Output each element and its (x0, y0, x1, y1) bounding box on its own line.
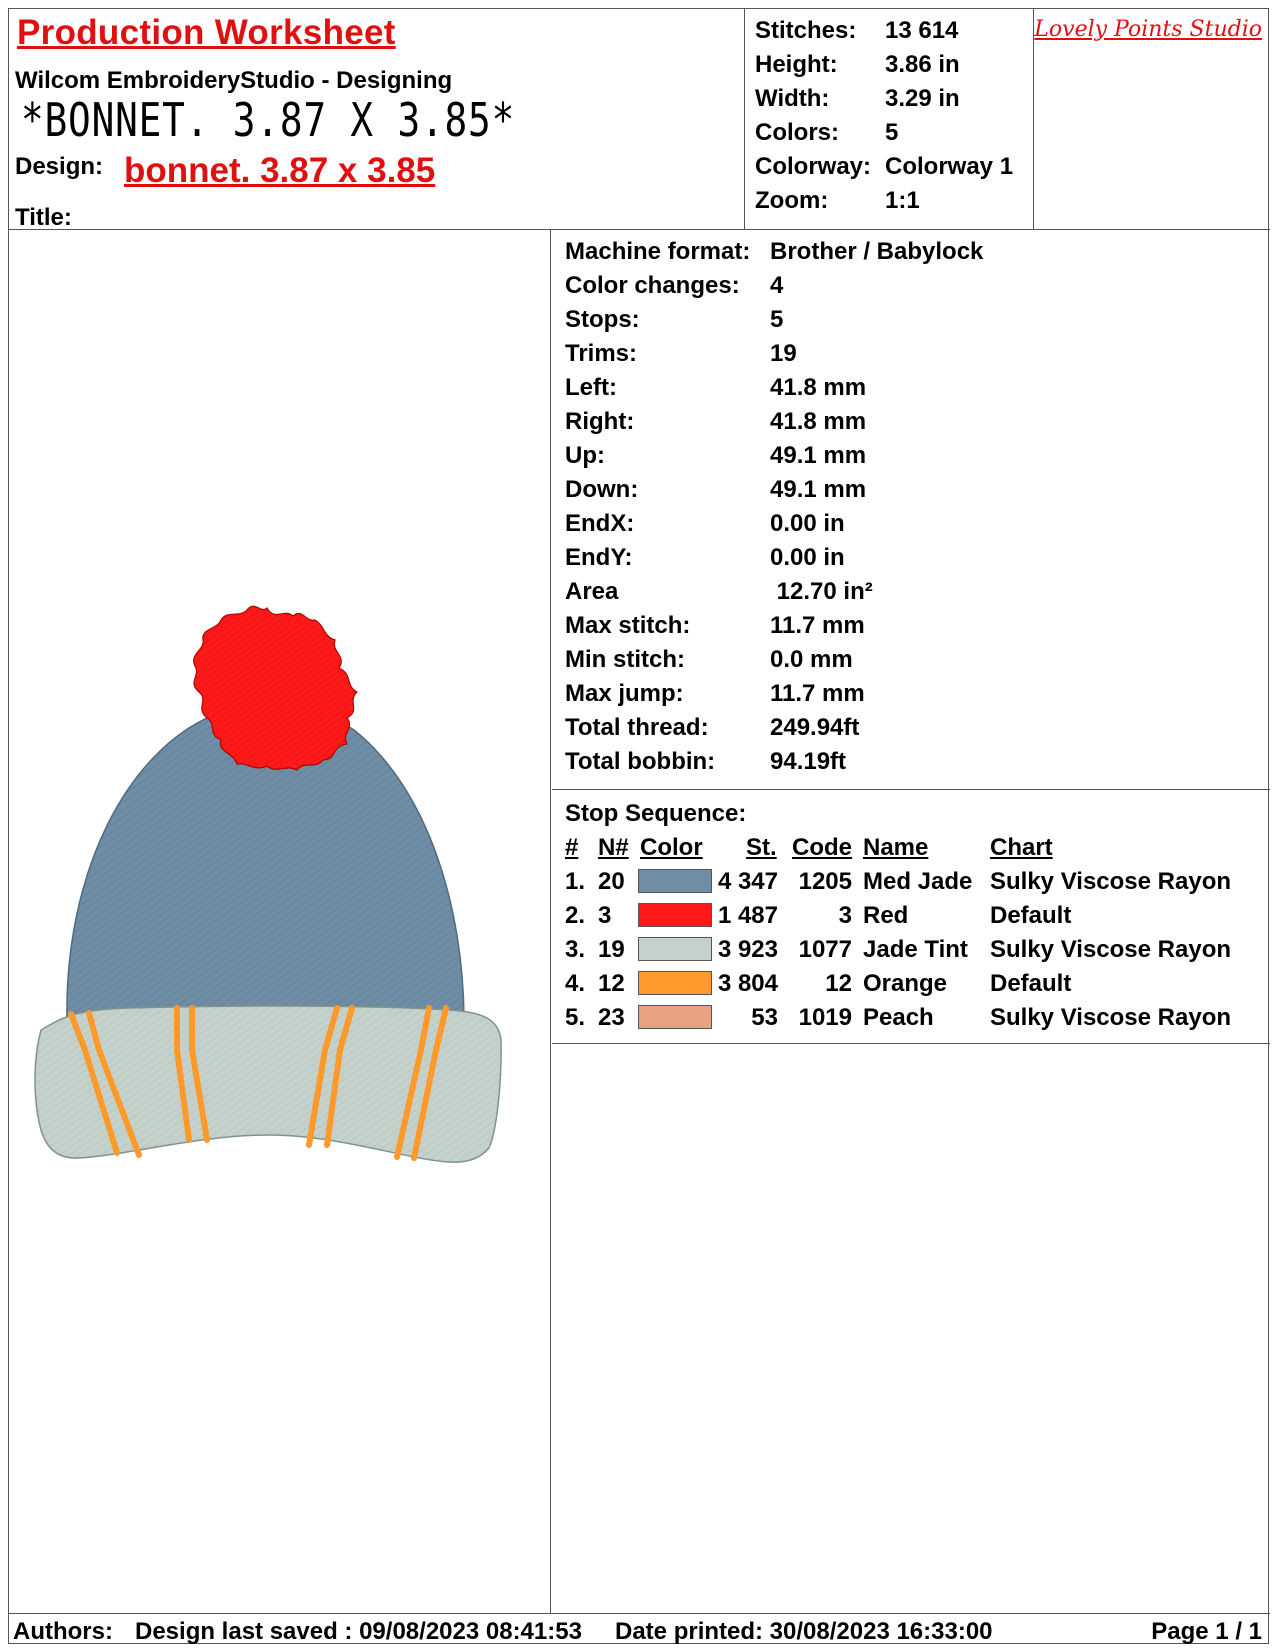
stat-label: Min stitch: (565, 646, 685, 673)
stop-code: 1205 (798, 868, 852, 895)
color-swatch (638, 869, 712, 893)
footer (9, 1613, 1270, 1645)
summary-label: Colors: (755, 119, 839, 146)
stat-value: 49.1 mm (770, 442, 867, 469)
stat-label: Trims: (565, 340, 638, 367)
stat-label: Color changes: (565, 272, 740, 299)
stop-number: 4. (565, 970, 586, 997)
stop-name: Med Jade (863, 868, 973, 895)
stat-value: 0.0 mm (770, 646, 853, 673)
stop-needle: 19 (598, 936, 625, 963)
stat-label: Right: (565, 408, 635, 435)
worksheet-page (8, 8, 1269, 1644)
summary-label: Height: (755, 51, 838, 78)
stat-label: EndX: (565, 510, 635, 537)
bonnet-illustration (9, 230, 549, 1610)
stop-number: 1. (565, 868, 586, 895)
stat-label: Up: (565, 442, 605, 469)
software-name: Wilcom EmbroideryStudio - Designing (15, 67, 453, 94)
stop-number: 5. (565, 1004, 586, 1031)
summary-value: 3.86 in (885, 51, 960, 78)
stat-value: 19 (770, 340, 797, 367)
summary-value: 5 (885, 119, 899, 146)
stat-value: 249.94ft (770, 714, 860, 741)
stat-label: Total bobbin: (565, 748, 716, 775)
last-saved: Design last saved : 09/08/2023 08:41:53 (135, 1618, 582, 1645)
summary-label: Stitches: (755, 17, 857, 44)
stat-value: 0.00 in (770, 544, 845, 571)
color-swatch (638, 971, 712, 995)
brand-logo-text: Lovely Points Studio (1034, 17, 1262, 42)
stop-chart: Default (990, 970, 1072, 997)
stop-code: 1077 (798, 936, 852, 963)
stop-chart: Sulky Viscose Rayon (990, 868, 1232, 895)
color-swatch (638, 937, 712, 961)
design-statistics (552, 230, 1270, 790)
stop-sequence-table (552, 790, 1270, 1044)
summary-value: 1:1 (885, 187, 920, 214)
stop-stitches: 1 487 (717, 902, 778, 929)
stop-name: Orange (863, 970, 948, 997)
col-header-stitches: St. (746, 834, 777, 861)
summary-value: Colorway 1 (885, 153, 1014, 180)
brand-panel (1034, 9, 1270, 230)
stat-label: Total thread: (565, 714, 709, 741)
file-name: *BONNET. 3.87 X 3.85* (21, 93, 516, 147)
stop-chart: Sulky Viscose Rayon (990, 1004, 1232, 1031)
color-swatch (638, 903, 712, 927)
stat-label: EndY: (565, 544, 633, 571)
stop-stitches: 53 (751, 1004, 778, 1031)
stat-value: 12.70 in² (770, 578, 873, 605)
stop-name: Peach (863, 1004, 934, 1031)
stop-sequence-title: Stop Sequence: (565, 800, 747, 827)
stop-chart: Sulky Viscose Rayon (990, 936, 1232, 963)
stop-name: Jade Tint (863, 936, 968, 963)
design-preview (9, 230, 551, 1613)
stop-stitches: 3 804 (717, 970, 778, 997)
stat-value: 11.7 mm (770, 680, 865, 707)
stop-code: 1019 (798, 1004, 852, 1031)
stat-label: Stops: (565, 306, 640, 333)
col-header-name: Name (863, 834, 929, 861)
stat-label: Max stitch: (565, 612, 691, 639)
col-header-needle: N# (598, 834, 629, 861)
stat-value: 41.8 mm (770, 408, 867, 435)
stat-value: 11.7 mm (770, 612, 865, 639)
summary-value: 3.29 in (885, 85, 960, 112)
stop-number: 2. (565, 902, 586, 929)
summary-panel (744, 9, 1034, 230)
stat-label: Down: (565, 476, 639, 503)
stat-label: Left: (565, 374, 617, 401)
stat-value: 4 (770, 272, 784, 299)
stop-needle: 3 (598, 902, 612, 929)
stop-name: Red (863, 902, 909, 929)
authors-label: Authors: (13, 1618, 113, 1645)
stat-value: 5 (770, 306, 784, 333)
stat-value: 94.19ft (770, 748, 847, 775)
stat-value: 0.00 in (770, 510, 845, 537)
title-label: Title: (15, 204, 72, 231)
header-left (9, 9, 744, 230)
stop-chart: Default (990, 902, 1072, 929)
stop-stitches: 3 923 (717, 936, 778, 963)
stat-label: Max jump: (565, 680, 684, 707)
stat-value: 41.8 mm (770, 374, 867, 401)
summary-label: Colorway: (755, 153, 872, 180)
col-header-number: # (565, 834, 579, 861)
summary-value: 13 614 (885, 17, 959, 44)
design-value: bonnet. 3.87 x 3.85 (124, 151, 436, 190)
stop-code: 3 (838, 902, 852, 929)
stop-stitches: 4 347 (717, 868, 778, 895)
stat-value: 49.1 mm (770, 476, 867, 503)
summary-label: Width: (755, 85, 830, 112)
stat-label: Area (565, 578, 619, 605)
stop-code: 12 (825, 970, 852, 997)
header (9, 9, 1270, 230)
color-swatch (638, 1005, 712, 1029)
design-label: Design: (15, 153, 104, 180)
col-header-color: Color (640, 834, 703, 861)
col-header-chart: Chart (990, 834, 1053, 861)
col-header-code: Code (792, 834, 852, 861)
summary-label: Zoom: (755, 187, 829, 214)
stop-needle: 23 (598, 1004, 625, 1031)
stop-needle: 20 (598, 868, 625, 895)
stop-number: 3. (565, 936, 586, 963)
stat-value: Brother / Babylock (770, 238, 984, 265)
page-number: Page 1 / 1 (1151, 1618, 1262, 1645)
worksheet-title: Production Worksheet (17, 13, 396, 52)
date-printed: Date printed: 30/08/2023 16:33:00 (615, 1618, 993, 1645)
stop-needle: 12 (598, 970, 625, 997)
stat-label: Machine format: (565, 238, 751, 265)
